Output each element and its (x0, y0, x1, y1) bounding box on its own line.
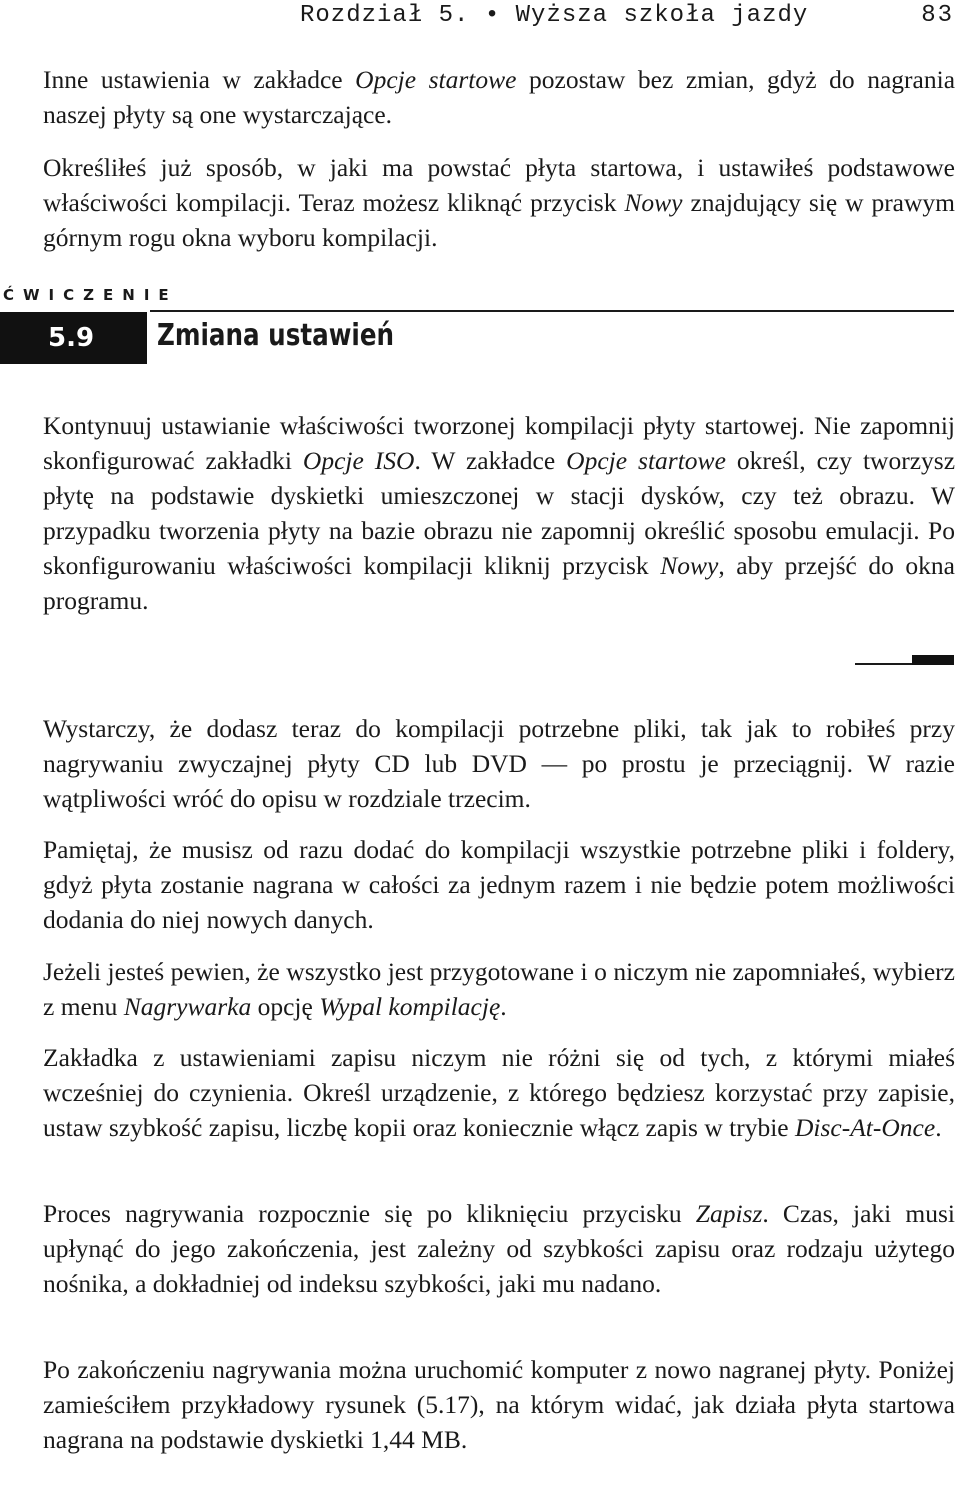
italic-term: Opcje startowe (566, 446, 726, 475)
text-run: Jeżeli jesteś pewien, że wszystko jest przygotowane i o niczym nie zapomniałeś, wybierz z menu (43, 957, 955, 1021)
text-run: Określiłeś już sposób, w jaki ma powstać płyta startowa, i ustawiłeś podstawowe właściwości kompilacji. Teraz możesz kliknąć przycisk (43, 153, 955, 217)
italic-term: Zapisz (695, 1199, 763, 1228)
paragraph (43, 150, 955, 255)
paragraph (43, 1040, 955, 1145)
paragraph (43, 711, 955, 816)
text-run: Po zakończeniu nagrywania można uruchomić komputer z nowo nagranej płyty. Poniżej zamieściłem przykładowy rysunek (5.17), na którym widać, jak działa płyta startowa nagrana na podstawie dyskietki 1,44 MB. (43, 1355, 955, 1454)
text-run: . W zakładce (414, 446, 567, 475)
exercise-end-rule (855, 663, 915, 665)
exercise-number: 5.9 (0, 312, 147, 364)
exercise-title: Zmiana ustawień (157, 318, 395, 353)
text-run: określ, czy tworzysz płytę na podstawie dyskietki umieszczonej w stacji dysków, czy też obrazu. W przypadku tworzenia płyty na bazie obrazu nie zapomnij określić sposobu emulacji. Po skonfigurowaniu właściwości kompilacji kliknij przycisk (43, 446, 956, 580)
exercise-text (43, 408, 955, 618)
italic-term: Nowy (660, 551, 719, 580)
text-run: , aby przejść do okna programu. (43, 551, 955, 615)
paragraph (43, 62, 955, 132)
text-run: . (500, 992, 507, 1021)
text-run: pozostaw bez zmian, gdyż do nagrania naszej płyty są one wystarczające. (43, 65, 956, 129)
italic-term: Opcje startowe (355, 65, 517, 94)
text-run: . Czas, jaki musi upłynąć do jego zakończenia, jest zależny od szybkości zapisu oraz rodzaju użytego nośnika, a dokładniej od indeksu szybkości, jaki mu nadano. (43, 1199, 956, 1298)
text-run: . (935, 1113, 942, 1142)
text-run: Pamiętaj, że musisz od razu dodać do kompilacji wszystkie potrzebne pliki i foldery, gdyż płyta zostanie nagrana w całości za jednym razem i nie będzie potem możliwości dodania do niej nowych danych. (43, 835, 955, 934)
text-run: Kontynuuj ustawianie właściwości tworzonej kompilacji płyty startowej. Nie zapomnij skonfigurować zakładki (43, 411, 955, 475)
italic-term: Wypal kompilację (319, 992, 501, 1021)
paragraph (43, 832, 955, 937)
italic-term: Nagrywarka (123, 992, 252, 1021)
exercise-label: ĆWICZENIE (3, 286, 178, 304)
text-run: Inne ustawienia w zakładce (43, 65, 356, 94)
text-run: Wystarczy, że dodasz teraz do kompilacji potrzebne pliki, tak jak to robiłeś przy nagrywaniu zwyczajnej płyty CD lub DVD — po prostu je przeciągnij. W razie wątpliwości wróć do opisu w rozdziale trzecim. (43, 714, 955, 813)
running-header (300, 2, 954, 32)
text-run: opcję (251, 992, 320, 1021)
paragraph (43, 1196, 955, 1301)
text-run: znajdujący się w prawym górnym rogu okna wyboru kompilacji. (43, 188, 955, 252)
chapter-title: Rozdział 5. • Wyższa szkoła jazdy (300, 2, 809, 29)
page-number: 83 (921, 2, 954, 29)
exercise-rule (150, 310, 954, 312)
italic-term: Nowy (624, 188, 683, 217)
italic-term: Disc-At-Once (794, 1113, 936, 1142)
paragraph (43, 1352, 955, 1457)
italic-term: Opcje ISO (302, 446, 415, 475)
exercise-end-block (912, 655, 954, 665)
text-run: Proces nagrywania rozpocznie się po kliknięciu przycisku (43, 1199, 696, 1228)
text-run: Zakładka z ustawieniami zapisu niczym nie różni się od tych, z którymi miałeś wcześniej do czynienia. Określ urządzenie, z którego będziesz korzystać przy zapisie, ustaw szybkość zapisu, liczbę kopii oraz koniecznie włącz zapis w trybie (43, 1043, 955, 1142)
paragraph (43, 954, 955, 1024)
